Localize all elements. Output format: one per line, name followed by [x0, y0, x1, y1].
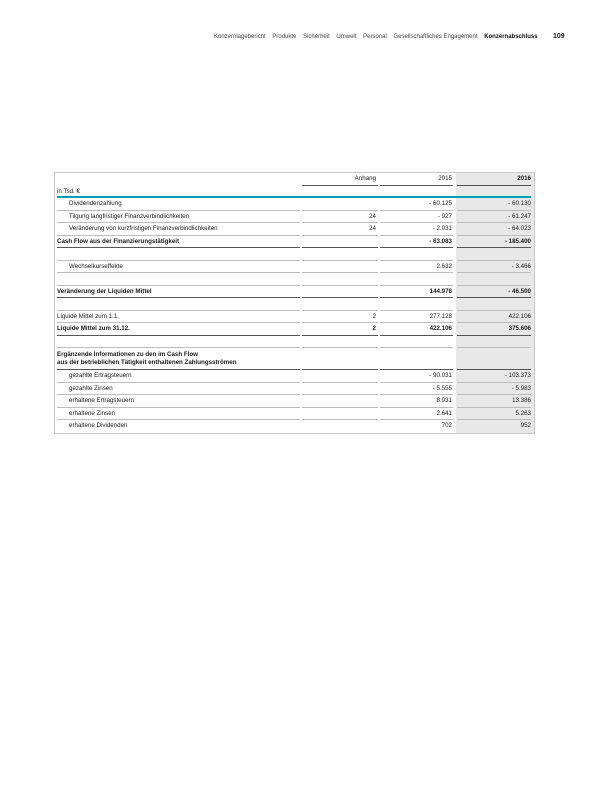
col-header-2015: 2015	[438, 175, 452, 182]
cash-flow-table	[54, 172, 535, 434]
unit-row	[55, 186, 534, 199]
table-row: Veränderung von kurzfristigen Finanzverbindlichkeiten 24 - 2.031 - 64.023	[55, 223, 534, 236]
nav-gesellschaftliches-engagement[interactable]: Gesellschaftliches Engagement	[393, 34, 478, 40]
table-row: Wechselkurseffekte 2.632 - 3.466	[55, 261, 534, 274]
unit-label: in Tsd. €	[57, 187, 80, 195]
spacer-row	[55, 248, 534, 261]
table-row: gezahlte Zinsen - 5.555 - 5.983	[55, 383, 534, 396]
nav-personal[interactable]: Personal	[363, 34, 387, 40]
table-header-row	[55, 173, 534, 186]
table-row: erhaltene Ertragsteuern 8.931 13.386	[55, 395, 534, 408]
table-row: Dividendenzahlung - 60.125 - 60.130	[55, 198, 534, 211]
col-header-2016: 2016	[517, 175, 531, 182]
table-row: Liquide Mittel zum 1.1. 2 277.128 422.106	[55, 311, 534, 324]
table-row: erhaltene Zinsen 2.641 5.263	[55, 408, 534, 421]
table-row: gezahlte Ertragsteuern - 90.031 - 103.373	[55, 370, 534, 383]
subtotal-row: Veränderung der Liquiden Mittel 144.978 - 46.500	[55, 286, 534, 299]
section-heading: Ergänzende Informationen zu den im Cash Flow aus der betrieblichen Tätigkeit enthaltenen Zahlungsströmen	[57, 351, 237, 366]
nav-produkte[interactable]: Produkte	[272, 34, 297, 40]
table-row: Tilgung langfristiger Finanzverbindlichkeiten 24 - 927 - 61.247	[55, 211, 534, 224]
total-row: Liquide Mittel zum 31.12. 2 422.106 375.606	[55, 323, 534, 336]
nav-sicherheit[interactable]: Sicherheit	[303, 34, 330, 40]
page-number: 109	[553, 33, 565, 40]
nav-konzernabschluss[interactable]: Konzernabschluss	[484, 34, 538, 40]
spacer-row	[55, 273, 534, 286]
section-heading-row	[55, 348, 534, 370]
spacer-row	[55, 336, 534, 349]
nav-umwelt[interactable]: Umwelt	[336, 34, 357, 40]
section-navigation	[214, 34, 543, 40]
subtotal-row: Cash Flow aus der Finanzierungstätigkeit - 63.083 - 185.400	[55, 236, 534, 249]
nav-konzernlagebericht[interactable]: Konzernlagebericht	[214, 34, 266, 40]
spacer-row	[55, 298, 534, 311]
table-row: erhaltene Dividenden 702 952	[69, 422, 531, 429]
col-header-anhang: Anhang	[354, 175, 376, 182]
